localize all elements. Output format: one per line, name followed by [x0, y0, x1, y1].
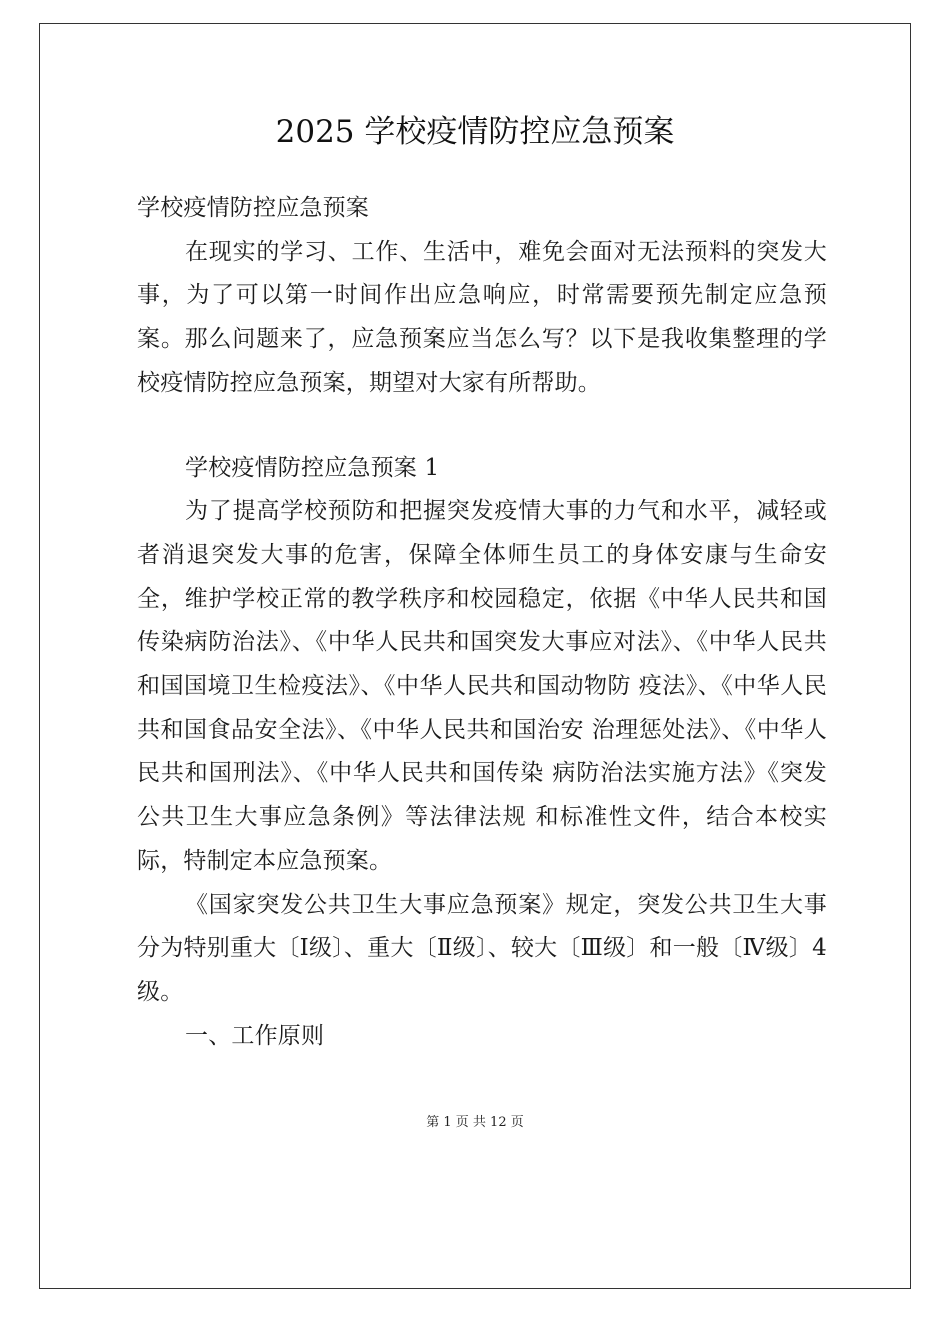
subsection-heading: 一、工作原则	[185, 1022, 325, 1049]
document-body	[137, 187, 827, 1058]
body-paragraph-2: 《国家突发公共卫生大事应急预案》规定，突发公共卫生大事分为特别重大〔Ⅰ级〕、重大〔Ⅱ级〕、较大〔Ⅲ级〕和一般〔Ⅳ级〕4 级。	[137, 891, 827, 1005]
document-title: 2025 学校疫情防控应急预案	[275, 114, 675, 150]
intro-paragraph: 在现实的学习、工作、生活中，难免会面对无法预料的突发大事，为了可以第一时间作出应急响应，时常需要预先制定应急预案。那么问题来了，应急预案应当怎么写？以下是我收集整理的学校疫情防控应急预案，期望对大家有所帮助。	[137, 238, 827, 396]
document-subtitle: 学校疫情防控应急预案	[137, 195, 369, 221]
section-spacer	[137, 406, 827, 447]
section-heading: 学校疫情防控应急预案 1	[185, 454, 440, 481]
body-paragraph-1: 为了提高学校预防和把握突发疫情大事的力气和水平，减轻或者消退突发大事的危害，保障全体师生员工的身体安康与生命安全，维护学校正常的教学秩序和校园稳定，依据《中华人民共和国传染病防治法》、《中华人民共和国突发大事应对法》、《中华人民共和国国境卫生检疫法》、《中华人民共和国动物防 疫法》、《中华人民共和国食品安全法》、《中华人民共和国治安 治理惩处法》、《中华人民共和国刑法》、《中华人民共和国传染 病防治法实施方法》《突发公共卫生大事应急条例》等法律法规 和标准性文件，结合本校实际，特制定本应急预案。	[137, 498, 827, 874]
page-number-footer: 第 1 页 共 12 页	[426, 1115, 524, 1130]
